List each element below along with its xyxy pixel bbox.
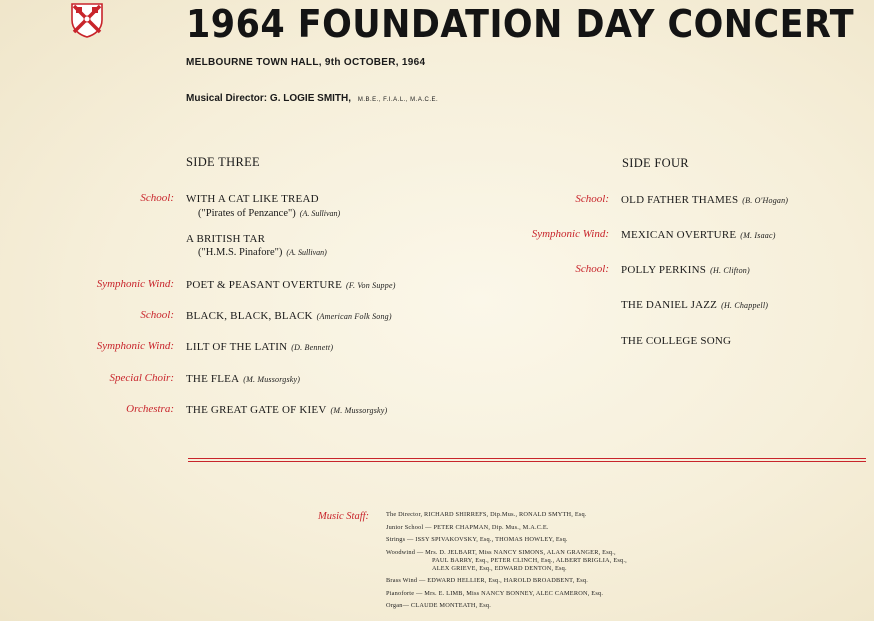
group-label: Orchestra: xyxy=(126,403,174,415)
track-title: MEXICAN OVERTURE (M. Isaac) xyxy=(621,229,776,241)
group-label: School: xyxy=(575,263,609,275)
page-title: 1964 FOUNDATION DAY CONCERT xyxy=(186,2,855,46)
staff-line: The Director, RICHARD SHIRREFS, Dip.Mus., RONALD SMYTH, Esq. xyxy=(386,511,587,518)
group-label: School: xyxy=(140,309,174,321)
track-subtitle: ("Pirates of Penzance") (A. Sullivan) xyxy=(198,208,341,219)
side-four-heading: SIDE FOUR xyxy=(622,156,689,170)
director-qualifications: M.B.E., F.I.A.L., M.A.C.E. xyxy=(357,97,439,103)
director-name: G. LOGIE SMITH, xyxy=(269,93,352,104)
staff-line: Organ— CLAUDE MONTEATH, Esq. xyxy=(386,602,491,609)
group-label: School: xyxy=(140,192,174,204)
group-label: Symphonic Wind: xyxy=(531,228,609,240)
composer: (American Folk Song) xyxy=(316,312,392,321)
track-title: THE DANIEL JAZZ (H. Chappell) xyxy=(621,299,769,311)
track-title: WITH A CAT LIKE TREAD xyxy=(186,193,319,205)
track-title: THE FLEA (M. Mussorgsky) xyxy=(186,373,301,385)
composer: (A. Sullivan) xyxy=(286,248,327,257)
staff-line: Junior School — PETER CHAPMAN, Dip. Mus., M.A.C.E. xyxy=(386,524,549,531)
director-line xyxy=(186,93,438,104)
composer: (D. Bennett) xyxy=(291,343,334,352)
track-title: THE GREAT GATE OF KIEV (M. Mussorgsky) xyxy=(186,404,388,416)
divider-rule xyxy=(188,461,866,462)
group-label: School: xyxy=(575,193,609,205)
track-subtitle: ("H.M.S. Pinafore") (A. Sullivan) xyxy=(198,247,327,258)
group-label: Special Choir: xyxy=(109,372,174,384)
group-label: Symphonic Wind: xyxy=(96,278,174,290)
staff-line: Woodwind — Mrs. D. JELBART, Miss NANCY SIMONS, ALAN GRANGER, Esq., xyxy=(386,549,616,556)
staff-line: PAUL BARRY, Esq., PETER CLINCH, Esq., ALBERT BRIGLIA, Esq., xyxy=(432,557,627,564)
track-title: POLLY PERKINS (H. Clifton) xyxy=(621,264,750,276)
divider-rule xyxy=(188,458,866,459)
track-title: POET & PEASANT OVERTURE (F. Von Suppe) xyxy=(186,279,396,291)
composer: (H. Clifton) xyxy=(710,266,750,275)
music-staff-label: Music Staff: xyxy=(318,511,370,522)
staff-line: Brass Wind — EDWARD HELLIER, Esq., HAROLD BROADBENT, Esq. xyxy=(386,577,589,584)
composer: (H. Chappell) xyxy=(721,301,769,310)
composer: (F. Von Suppe) xyxy=(346,281,396,290)
director-label: Musical Director: xyxy=(186,93,268,104)
venue-line: MELBOURNE TOWN HALL, 9th OCTOBER, 1964 xyxy=(186,57,426,68)
composer: (M. Mussorgsky) xyxy=(243,375,301,384)
track-title: A BRITISH TAR xyxy=(186,233,266,245)
track-title: THE COLLEGE SONG xyxy=(621,335,732,347)
side-three-heading: SIDE THREE xyxy=(186,155,260,169)
composer: (B. O'Hogan) xyxy=(742,196,789,205)
track-title: OLD FATHER THAMES (B. O'Hogan) xyxy=(621,194,789,206)
staff-line: Strings — ISSY SPIVAKOVSKY, Esq., THOMAS HOWLEY, Esq. xyxy=(386,536,568,543)
composer: (A. Sullivan) xyxy=(299,209,341,218)
composer: (M. Mussorgsky) xyxy=(330,406,388,415)
group-label: Symphonic Wind: xyxy=(96,340,174,352)
staff-line: Pianoforte — Mrs. E. LIMB, Miss NANCY BONNEY, ALEC CAMERON, Esq. xyxy=(386,590,604,597)
track-title: LILT OF THE LATIN (D. Bennett) xyxy=(186,341,334,353)
track-title: BLACK, BLACK, BLACK (American Folk Song) xyxy=(186,310,392,322)
staff-line: ALEX GRIEVE, Esq., EDWARD DENTON, Esq. xyxy=(432,565,567,572)
school-crest-icon xyxy=(70,2,104,38)
composer: (M. Isaac) xyxy=(740,231,776,240)
